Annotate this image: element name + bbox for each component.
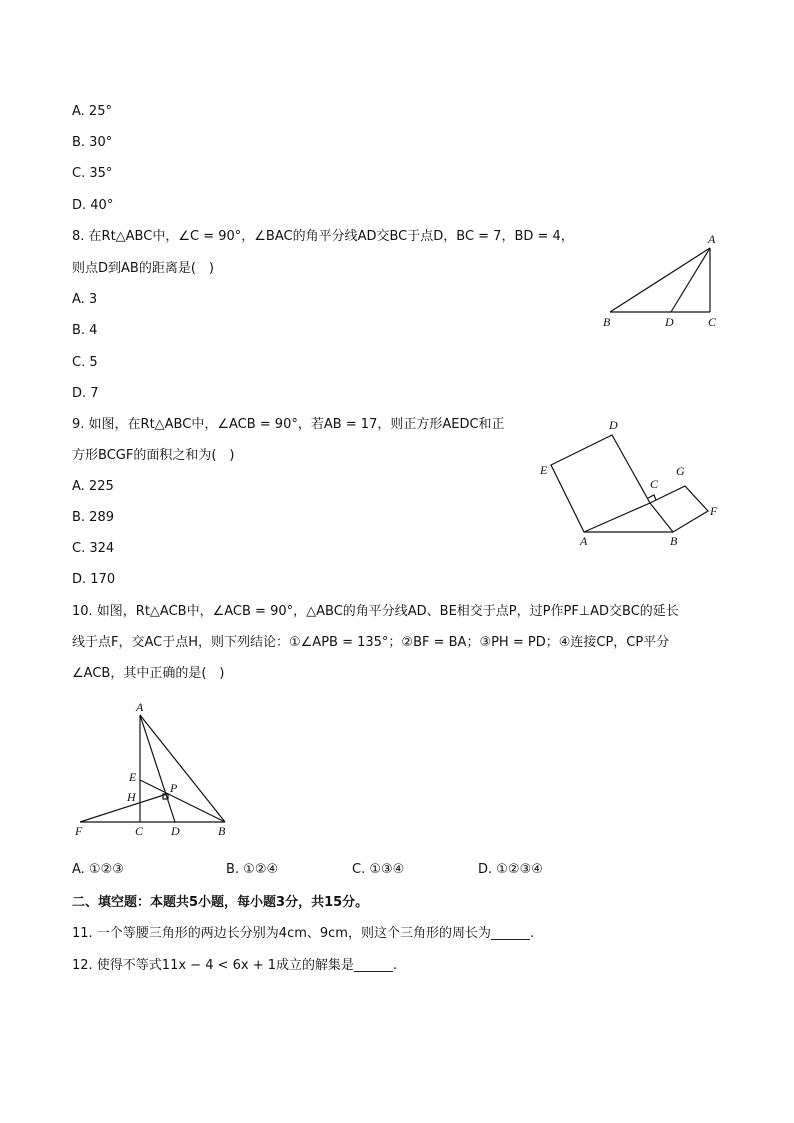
q9-option-d: D. 170 — [72, 572, 116, 587]
q10-figure — [70, 698, 240, 843]
q9-label-g: G — [676, 464, 685, 478]
q10-option-c: C. ①③④ — [352, 862, 405, 877]
q10-option-a: A. ①②③ — [72, 862, 124, 877]
q9-figure — [530, 412, 730, 552]
q8-option-b: B. 4 — [72, 323, 98, 338]
q8-segment-ab — [610, 248, 710, 312]
q10-label-a: A — [136, 700, 144, 714]
q9-stem-line1: 9. 如图，在Rt△ABC中，∠ACB = 90°，若AB = 17，则正方形AEDC和正 — [72, 417, 505, 432]
q10-segment-ab — [140, 715, 225, 822]
q8-option-a: A. 3 — [72, 292, 98, 307]
q7-option-b: B. 30° — [72, 135, 113, 150]
q8-label-c: C — [708, 315, 717, 329]
q8-stem-line2: 则点D到AB的距离是( ) — [72, 261, 214, 276]
q10-label-h: H — [127, 790, 136, 804]
q10-label-f: F — [75, 824, 83, 838]
q7-option-d: D. 40° — [72, 198, 114, 213]
q8-option-c: C. 5 — [72, 355, 98, 370]
q9-label-d: D — [609, 418, 618, 432]
q10-label-d: D — [171, 824, 180, 838]
q8-label-a: A — [708, 232, 716, 246]
q10-stem-line3: ∠ACB，其中正确的是( ) — [72, 666, 225, 681]
q9-square-aedc — [551, 435, 650, 532]
q8-segment-ad — [671, 248, 710, 312]
q9-option-c: C. 324 — [72, 541, 115, 556]
section2-title: 二、填空题：本题共5小题，每小题3分，共15分。 — [72, 895, 369, 910]
q9-label-f: F — [710, 504, 718, 518]
q8-stem-line1: 8. 在Rt△ABC中，∠C = 90°，∠BAC的角平分线AD交BC于点D，BC = 7，BD = 4， — [72, 229, 574, 244]
q10-segment-ad — [140, 715, 175, 822]
q10-label-e: E — [129, 770, 137, 784]
q9-stem-line2: 方形BCGF的面积之和为( ) — [72, 448, 235, 463]
q10-label-p: P — [170, 781, 178, 795]
q7-option-c: C. 35° — [72, 166, 113, 181]
q9-label-b: B — [670, 534, 678, 548]
q10-stem-line1: 10. 如图，Rt△ACB中，∠ACB = 90°，△ABC的角平分线AD、BE相交于点P，过P作PF⊥AD交BC的延长 — [72, 604, 679, 619]
q10-option-b: B. ①②④ — [226, 862, 279, 877]
q10-stem-line2: 线于点F，交AC于点H，则下列结论：①∠APB = 135°；②BF = BA；③PH = PD；④连接CP，CP平分 — [72, 635, 670, 650]
q7-option-a: A. 25° — [72, 104, 112, 119]
q9-label-c: C — [650, 477, 659, 491]
q8-option-d: D. 7 — [72, 386, 99, 401]
q8-label-d: D — [665, 315, 674, 329]
q12-stem: 12. 使得不等式11x − 4 < 6x + 1成立的解集是______. — [72, 958, 398, 973]
q9-label-a: A — [580, 534, 588, 548]
q10-option-d: D. ①②③④ — [478, 862, 543, 877]
q8-label-b: B — [603, 315, 611, 329]
q9-right-angle-mark — [648, 495, 656, 500]
q10-label-c: C — [135, 824, 144, 838]
q11-stem: 11. 一个等腰三角形的两边长分别为4cm、9cm，则这个三角形的周长为______. — [72, 926, 535, 941]
q9-option-b: B. 289 — [72, 510, 114, 525]
q10-segment-fp — [80, 794, 167, 822]
q9-label-e: E — [540, 463, 548, 477]
q10-label-b: B — [218, 824, 226, 838]
q9-option-a: A. 225 — [72, 479, 114, 494]
q10-segment-be — [140, 780, 225, 822]
q8-figure — [595, 228, 730, 333]
q9-square-bcgf — [650, 486, 708, 532]
